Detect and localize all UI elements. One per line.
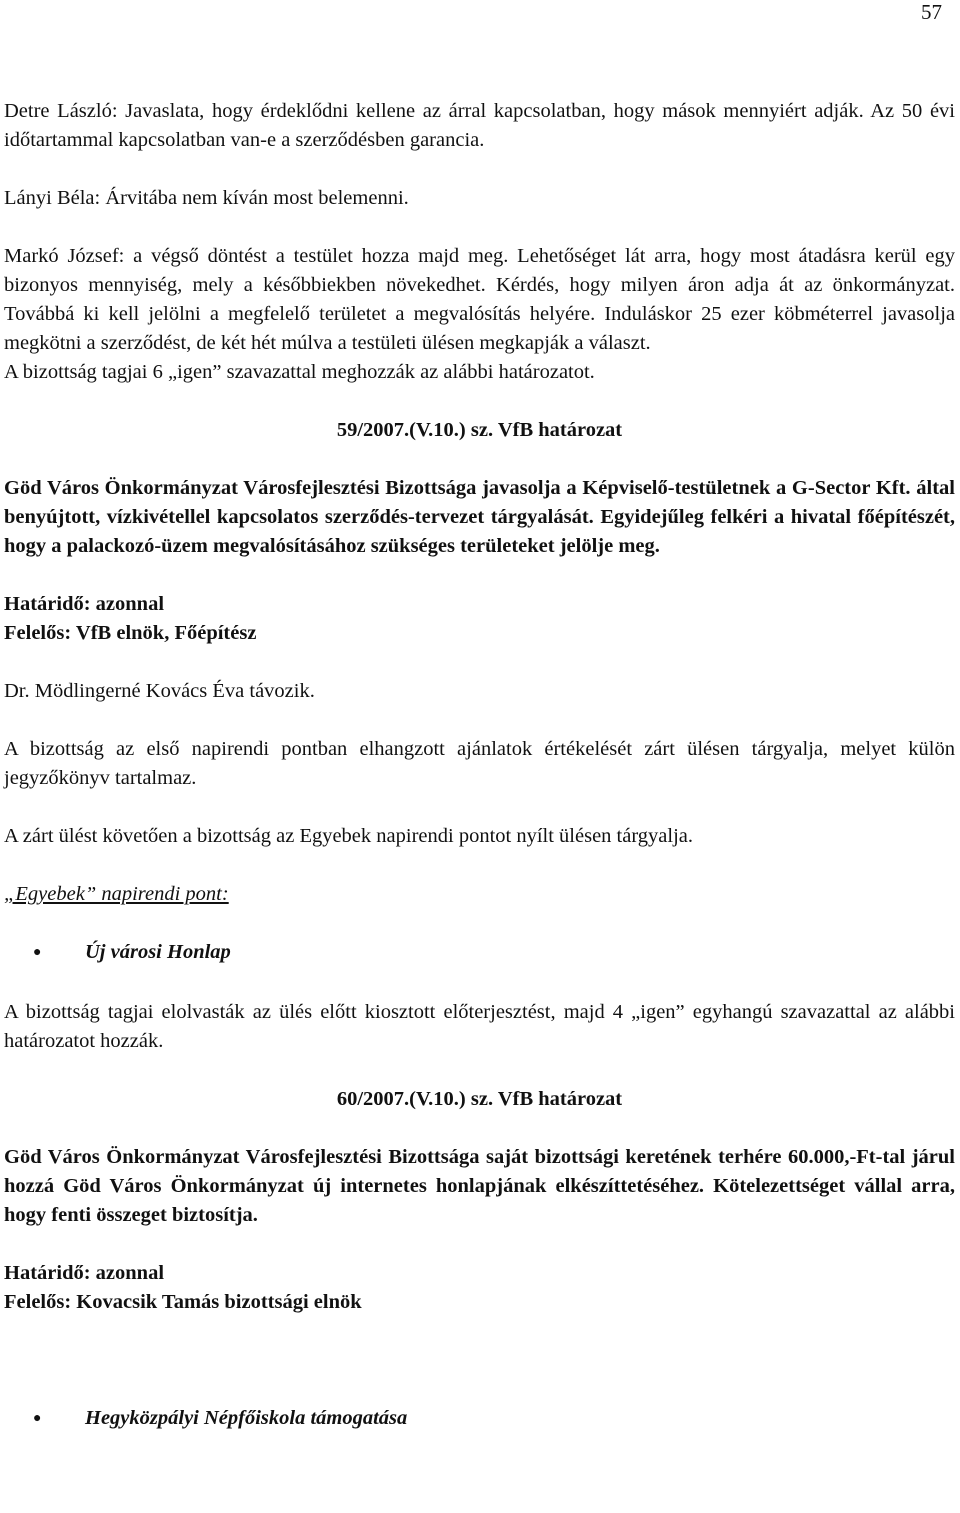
resolution-59-body: Göd Város Önkormányzat Városfejlesztési Bizottsága javasolja a Képviselő-testületnek a G-Sector Kft. által benyújtott, vízkivétellel kapcsolatos szerződés-tervezet tárgyalását. Egyidejűleg felkéri a hivatal főépítészét, hogy a palackozó-üzem megvalósításához szükséges területeket jelölje meg. bbox=[4, 477, 955, 557]
bullet-icon bbox=[4, 938, 59, 969]
paragraph-detre: Detre László: Javaslata, hogy érdeklődni kellene az árral kapcsolatban, hogy mások mennyiért adják. Az 50 évi időtartammal kapcsolatban van-e a szerződésben garancia. bbox=[4, 100, 955, 151]
bullet-item-homepage bbox=[4, 938, 955, 969]
resolution-59-responsible: Felelős: VfB elnök, Főépítész bbox=[4, 622, 257, 644]
resolution-60-title: 60/2007.(V.10.) sz. VfB határozat bbox=[336, 1088, 623, 1110]
bullet-title-homepage: Új városi Honlap bbox=[85, 941, 231, 963]
paragraph-open-session: A zárt ülést követően a bizottság az Egyebek napirendi pontot nyílt ülésen tárgyalja. bbox=[4, 825, 694, 847]
paragraph-lanyi: Lányi Béla: Árvitába nem kíván most belemenni. bbox=[4, 187, 409, 209]
paragraph-marko: Markó József: a végső döntést a testület hozza majd meg. Lehetőséget lát arra, hogy most átadásra kerül egy bizonyos mennyiség, mely a későbbiekben növekedhet. Kérdés, hogy milyen áron adja át az önkormányzat. Továbbá ki kell jelölni a megfelelő területet a megvalósítás helyére. Induláskor 25 ezer köbméterrel javasolja megkötni a szerződést, de két hét múlva a testületi ülésen megkapják a választ. bbox=[4, 245, 955, 354]
paragraph-departure: Dr. Mödlingerné Kovács Éva távozik. bbox=[4, 680, 315, 702]
document-body bbox=[4, 97, 955, 1435]
bullet-icon bbox=[4, 1404, 59, 1435]
bullet-item-folk-school bbox=[4, 1404, 955, 1435]
other-agenda-heading: „Egyebek” napirendi pont: bbox=[4, 883, 229, 905]
paragraph-homepage-vote: A bizottság tagjai elolvasták az ülés előtt kiosztott előterjesztést, majd 4 „igen” egyhangú szavazattal az alábbi határozatot hozzák. bbox=[4, 1001, 955, 1052]
bullet-title-folk-school: Hegyközpályi Népfőiskola támogatása bbox=[85, 1407, 408, 1429]
resolution-59-title: 59/2007.(V.10.) sz. VfB határozat bbox=[336, 419, 623, 441]
paragraph-vote-59: A bizottság tagjai 6 „igen” szavazattal meghozzák az alábbi határozatot. bbox=[4, 361, 595, 383]
resolution-59-deadline: Határidő: azonnal bbox=[4, 593, 165, 615]
resolution-60-responsible: Felelős: Kovacsik Tamás bizottsági elnök bbox=[4, 1291, 362, 1313]
resolution-60-body: Göd Város Önkormányzat Városfejlesztési Bizottsága saját bizottsági keretének terhére 60.000,-Ft-tal járul hozzá Göd Város Önkormányzat új internetes honlapjának elkészíttetéséhez. Kötelezettséget vállal arra, hogy fenti összeget biztosítja. bbox=[4, 1146, 955, 1226]
page-number: 57 bbox=[921, 0, 942, 24]
paragraph-closed-session: A bizottság az első napirendi pontban elhangzott ajánlatok értékelését zárt ülésen tárgyalja, melyet külön jegyzőkönyv tartalmaz. bbox=[4, 738, 955, 789]
resolution-60-deadline: Határidő: azonnal bbox=[4, 1262, 165, 1284]
